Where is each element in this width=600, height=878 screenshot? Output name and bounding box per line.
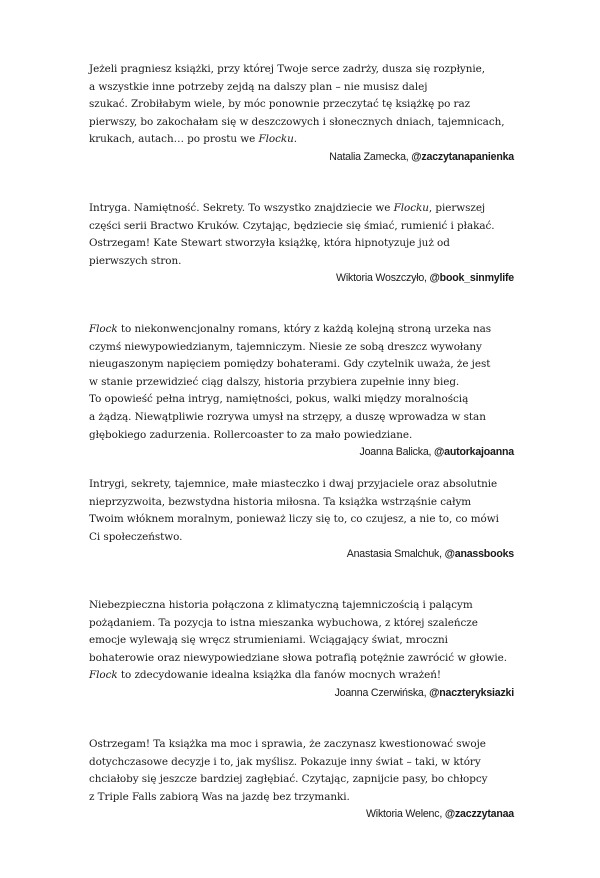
review-line <box>89 476 514 494</box>
book-title: Flock <box>89 323 118 335</box>
review-line <box>89 632 514 650</box>
text-run: bohaterowie oraz niewypowiedziane słowa potrafią potężnie zawrócić w głowie. <box>89 651 508 664</box>
reviewer-name: Anastasia Smalchuk, <box>346 548 445 561</box>
review-line <box>89 771 514 789</box>
text-run: to zdecydowanie idealna książka dla fanów mocnych wrażeń! <box>117 669 441 682</box>
text-run: Jeżeli pragniesz książki, przy której Twoje serce zadrży, dusza się rozpłynie, <box>89 63 485 75</box>
review-line <box>89 754 514 772</box>
review-line <box>89 427 514 445</box>
text-run: chciałoby się jeszcze bardziej zagłębiać. Czytając, zapnijcie pasy, bo chłopcy <box>89 773 488 786</box>
text-run: a żądzą. Niewątpliwie rozrywa umysł na strzępy, a duszę wprowadza w stan <box>89 410 486 423</box>
review-text <box>89 476 514 546</box>
book-title: Flocku <box>393 202 429 214</box>
text-run: , pierwszej <box>428 202 486 214</box>
reviewer-handle: @anassbooks <box>444 548 514 561</box>
review-line <box>89 79 514 97</box>
text-run: . <box>293 133 298 146</box>
review-line <box>89 321 514 339</box>
reviewer-handle: @book_sinmylife <box>429 272 514 285</box>
review-2 <box>89 200 514 286</box>
review-line <box>89 597 514 615</box>
review-line <box>89 374 514 392</box>
review-attribution <box>89 270 514 286</box>
review-line <box>89 789 514 807</box>
review-line <box>89 529 514 547</box>
review-line <box>89 356 514 374</box>
review-line <box>89 667 514 685</box>
review-3 <box>89 321 514 460</box>
text-run: dotychczasowe decyzje i to, jak myślisz. Pokazuje inny świat – taki, w który <box>89 755 481 768</box>
review-text <box>89 61 514 149</box>
review-attribution <box>89 149 514 165</box>
review-line <box>89 114 514 132</box>
reviewer-handle: @autorkajoanna <box>434 446 514 459</box>
text-run: a wszystkie inne potrzeby zejdą na dalszy plan – nie musisz dalej <box>89 80 428 93</box>
review-text <box>89 321 514 444</box>
review-line <box>89 511 514 529</box>
text-run: Twoim włóknem moralnym, ponieważ liczy się to, co czujesz, a nie to, co mówi <box>89 513 499 526</box>
text-run: pierwszy, bo zakochałam się w deszczowych i słonecznych dniach, tajemnicach, <box>89 115 505 128</box>
text-run: czymś niewypowiedzianym, tajemniczym. Niesie ze sobą dreszcz wywołany <box>89 340 482 353</box>
book-title: Flocku <box>258 133 294 146</box>
text-run: Ostrzegam! Ta książka ma moc i sprawia, że zaczynasz kwestionować swoje <box>89 738 486 750</box>
review-line <box>89 736 514 754</box>
text-run: głębokiego zadurzenia. Rollercoaster to za mało powiedziane. <box>89 428 413 441</box>
book-title: Flock <box>89 669 118 682</box>
review-text <box>89 200 514 270</box>
reviewer-name: Joanna Balicka, <box>359 446 435 459</box>
text-run: Intryga. Namiętność. Sekrety. To wszystko znajdziecie we <box>89 202 394 214</box>
reviewer-handle: @zaczzytanaa <box>444 808 514 821</box>
review-line <box>89 650 514 668</box>
text-run: emocje wylewają się wręcz strumieniami. Wciągający świat, mroczni <box>89 634 448 647</box>
review-line <box>89 218 514 236</box>
review-line <box>89 391 514 409</box>
review-5 <box>89 597 514 701</box>
text-run: szukać. Zrobiłabym wiele, by móc ponownie przeczytać tę książkę po raz <box>89 98 471 111</box>
text-run: Ostrzegam! Kate Stewart stworzyła książkę, która hipnotyzuje już od <box>89 237 450 250</box>
reviewer-name: Wiktoria Welenc, <box>366 808 445 821</box>
review-1 <box>89 61 514 165</box>
text-run: Ci społeczeństwo. <box>89 530 183 543</box>
text-run: krukach, autach… po prostu we <box>89 133 259 146</box>
reviewer-handle: @zaczytanapanienka <box>411 150 514 163</box>
review-text <box>89 597 514 685</box>
review-line <box>89 96 514 114</box>
text-run: To opowieść pełna intryg, namiętności, pokus, walki między moralnością <box>89 393 469 406</box>
review-attribution <box>89 685 514 701</box>
review-line <box>89 235 514 253</box>
reviewer-name: Wiktoria Woszczyło, <box>336 272 430 285</box>
review-line <box>89 61 514 79</box>
review-line <box>89 253 514 271</box>
review-line <box>89 339 514 357</box>
review-text <box>89 736 514 806</box>
review-6 <box>89 736 514 822</box>
text-run: w stanie przewidzieć ciąg dalszy, historia przybiera zupełnie inny bieg. <box>89 375 460 388</box>
text-run: z Triple Falls zabiorą Was na jazdę bez trzymanki. <box>89 790 350 803</box>
text-run: pierwszych stron. <box>89 254 182 267</box>
review-line <box>89 409 514 427</box>
text-run: nieprzyzwoita, bezwstydna historia miłosna. Ta książka wstrząśnie całym <box>89 495 472 508</box>
reviewer-name: Joanna Czerwińska, <box>334 686 430 699</box>
review-attribution <box>89 806 514 822</box>
reviewer-name: Natalia Zamecka, <box>329 150 412 163</box>
review-line <box>89 131 514 149</box>
text-run: Niebezpieczna historia połączona z klimatyczną tajemniczością i palącym <box>89 599 473 611</box>
text-run: pożądaniem. Ta pozycja to istna mieszanka wybuchowa, z której szaleńcze <box>89 616 478 629</box>
reviewer-handle: @naczteryksiazki <box>429 686 514 699</box>
review-4 <box>89 476 514 562</box>
review-line <box>89 615 514 633</box>
review-attribution <box>89 546 514 562</box>
review-attribution <box>89 444 514 460</box>
text-run: części serii Bractwo Kruków. Czytając, będziecie się śmiać, rumienić i płakać. <box>89 219 495 232</box>
review-line <box>89 200 514 218</box>
text-run: nieugaszonym napięciem pomiędzy bohaterami. Gdy czytelnik uważa, że jest <box>89 358 491 371</box>
text-run: to niekonwencjonalny romans, który z każdą kolejną stroną urzeka nas <box>117 323 492 335</box>
review-line <box>89 494 514 512</box>
text-run: Intrygi, sekrety, tajemnice, małe miasteczko i dwaj przyjaciele oraz absolutnie <box>89 478 498 490</box>
